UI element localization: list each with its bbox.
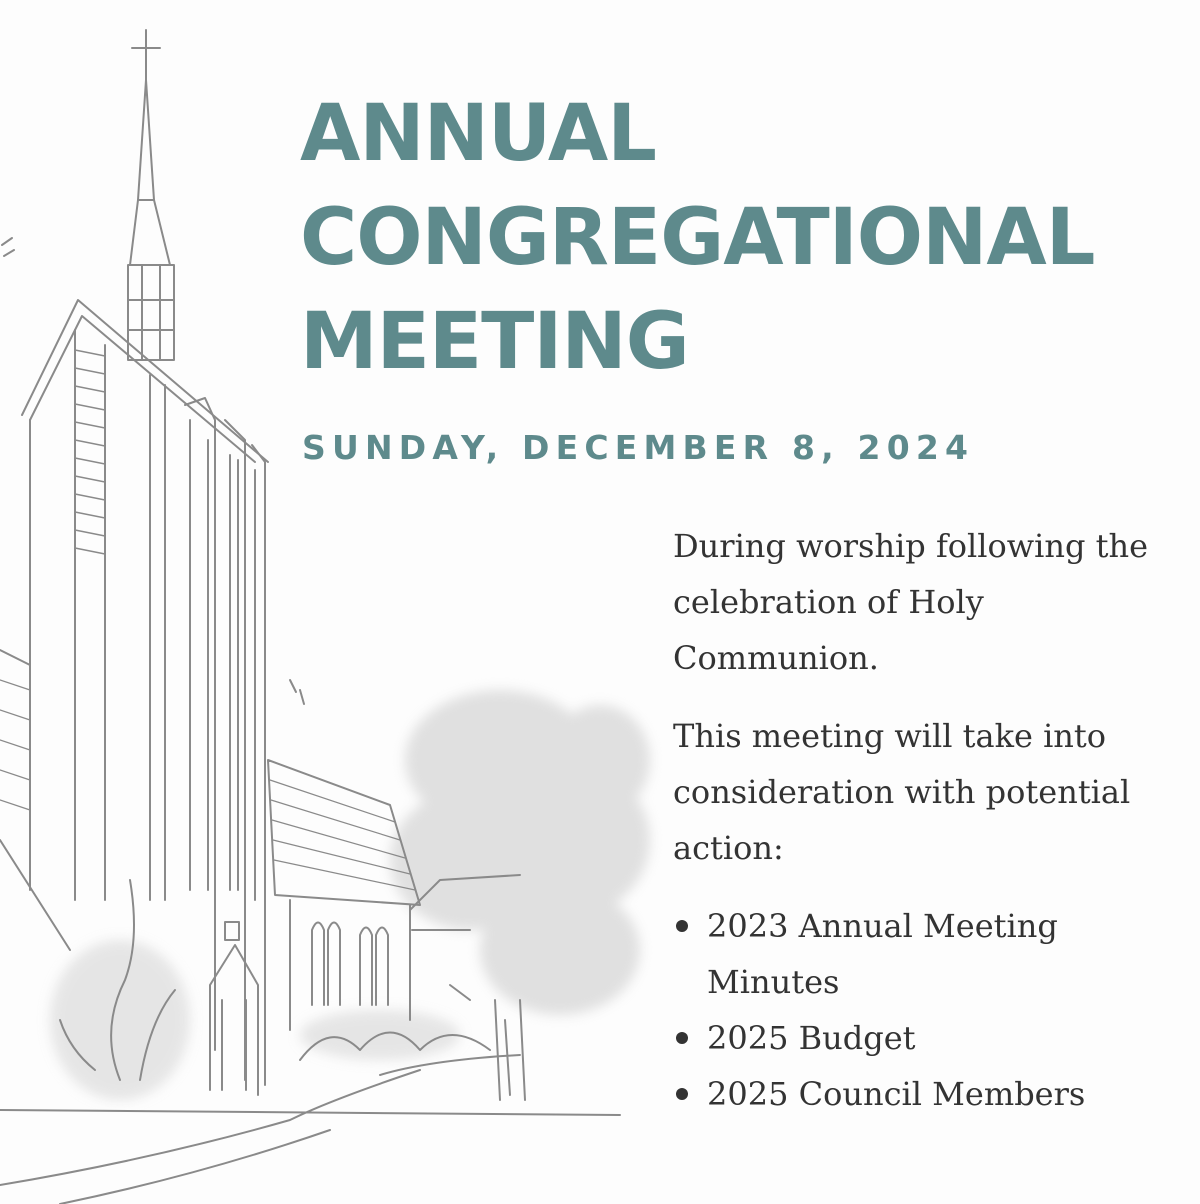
agenda-item-text: 2025 Budget: [707, 1019, 916, 1057]
agenda-item: [673, 1066, 1183, 1122]
agenda-item: [673, 898, 1183, 1010]
agenda-item-text: 2023 Annual Meeting Minutes: [707, 907, 1058, 1001]
bullet-icon: [676, 1032, 688, 1044]
title-line: MEETING: [300, 297, 689, 387]
agenda-item: [673, 1010, 1183, 1066]
title-line: ANNUAL: [300, 89, 656, 179]
agenda-item-text: 2025 Council Members: [707, 1075, 1086, 1113]
agenda-list: [673, 898, 1183, 1122]
event-details: [673, 518, 1183, 1122]
event-title: [300, 82, 1094, 394]
intro-paragraph: This meeting will take into consideration with potential action:: [673, 717, 1131, 867]
title-line: CONGREGATIONAL: [300, 193, 1095, 283]
bullet-icon: [676, 1088, 688, 1100]
timing-paragraph: During worship following the celebration of Holy Communion.: [673, 527, 1149, 677]
bullet-icon: [676, 920, 688, 932]
event-date: SUNDAY, DECEMBER 8, 2024: [302, 428, 975, 467]
